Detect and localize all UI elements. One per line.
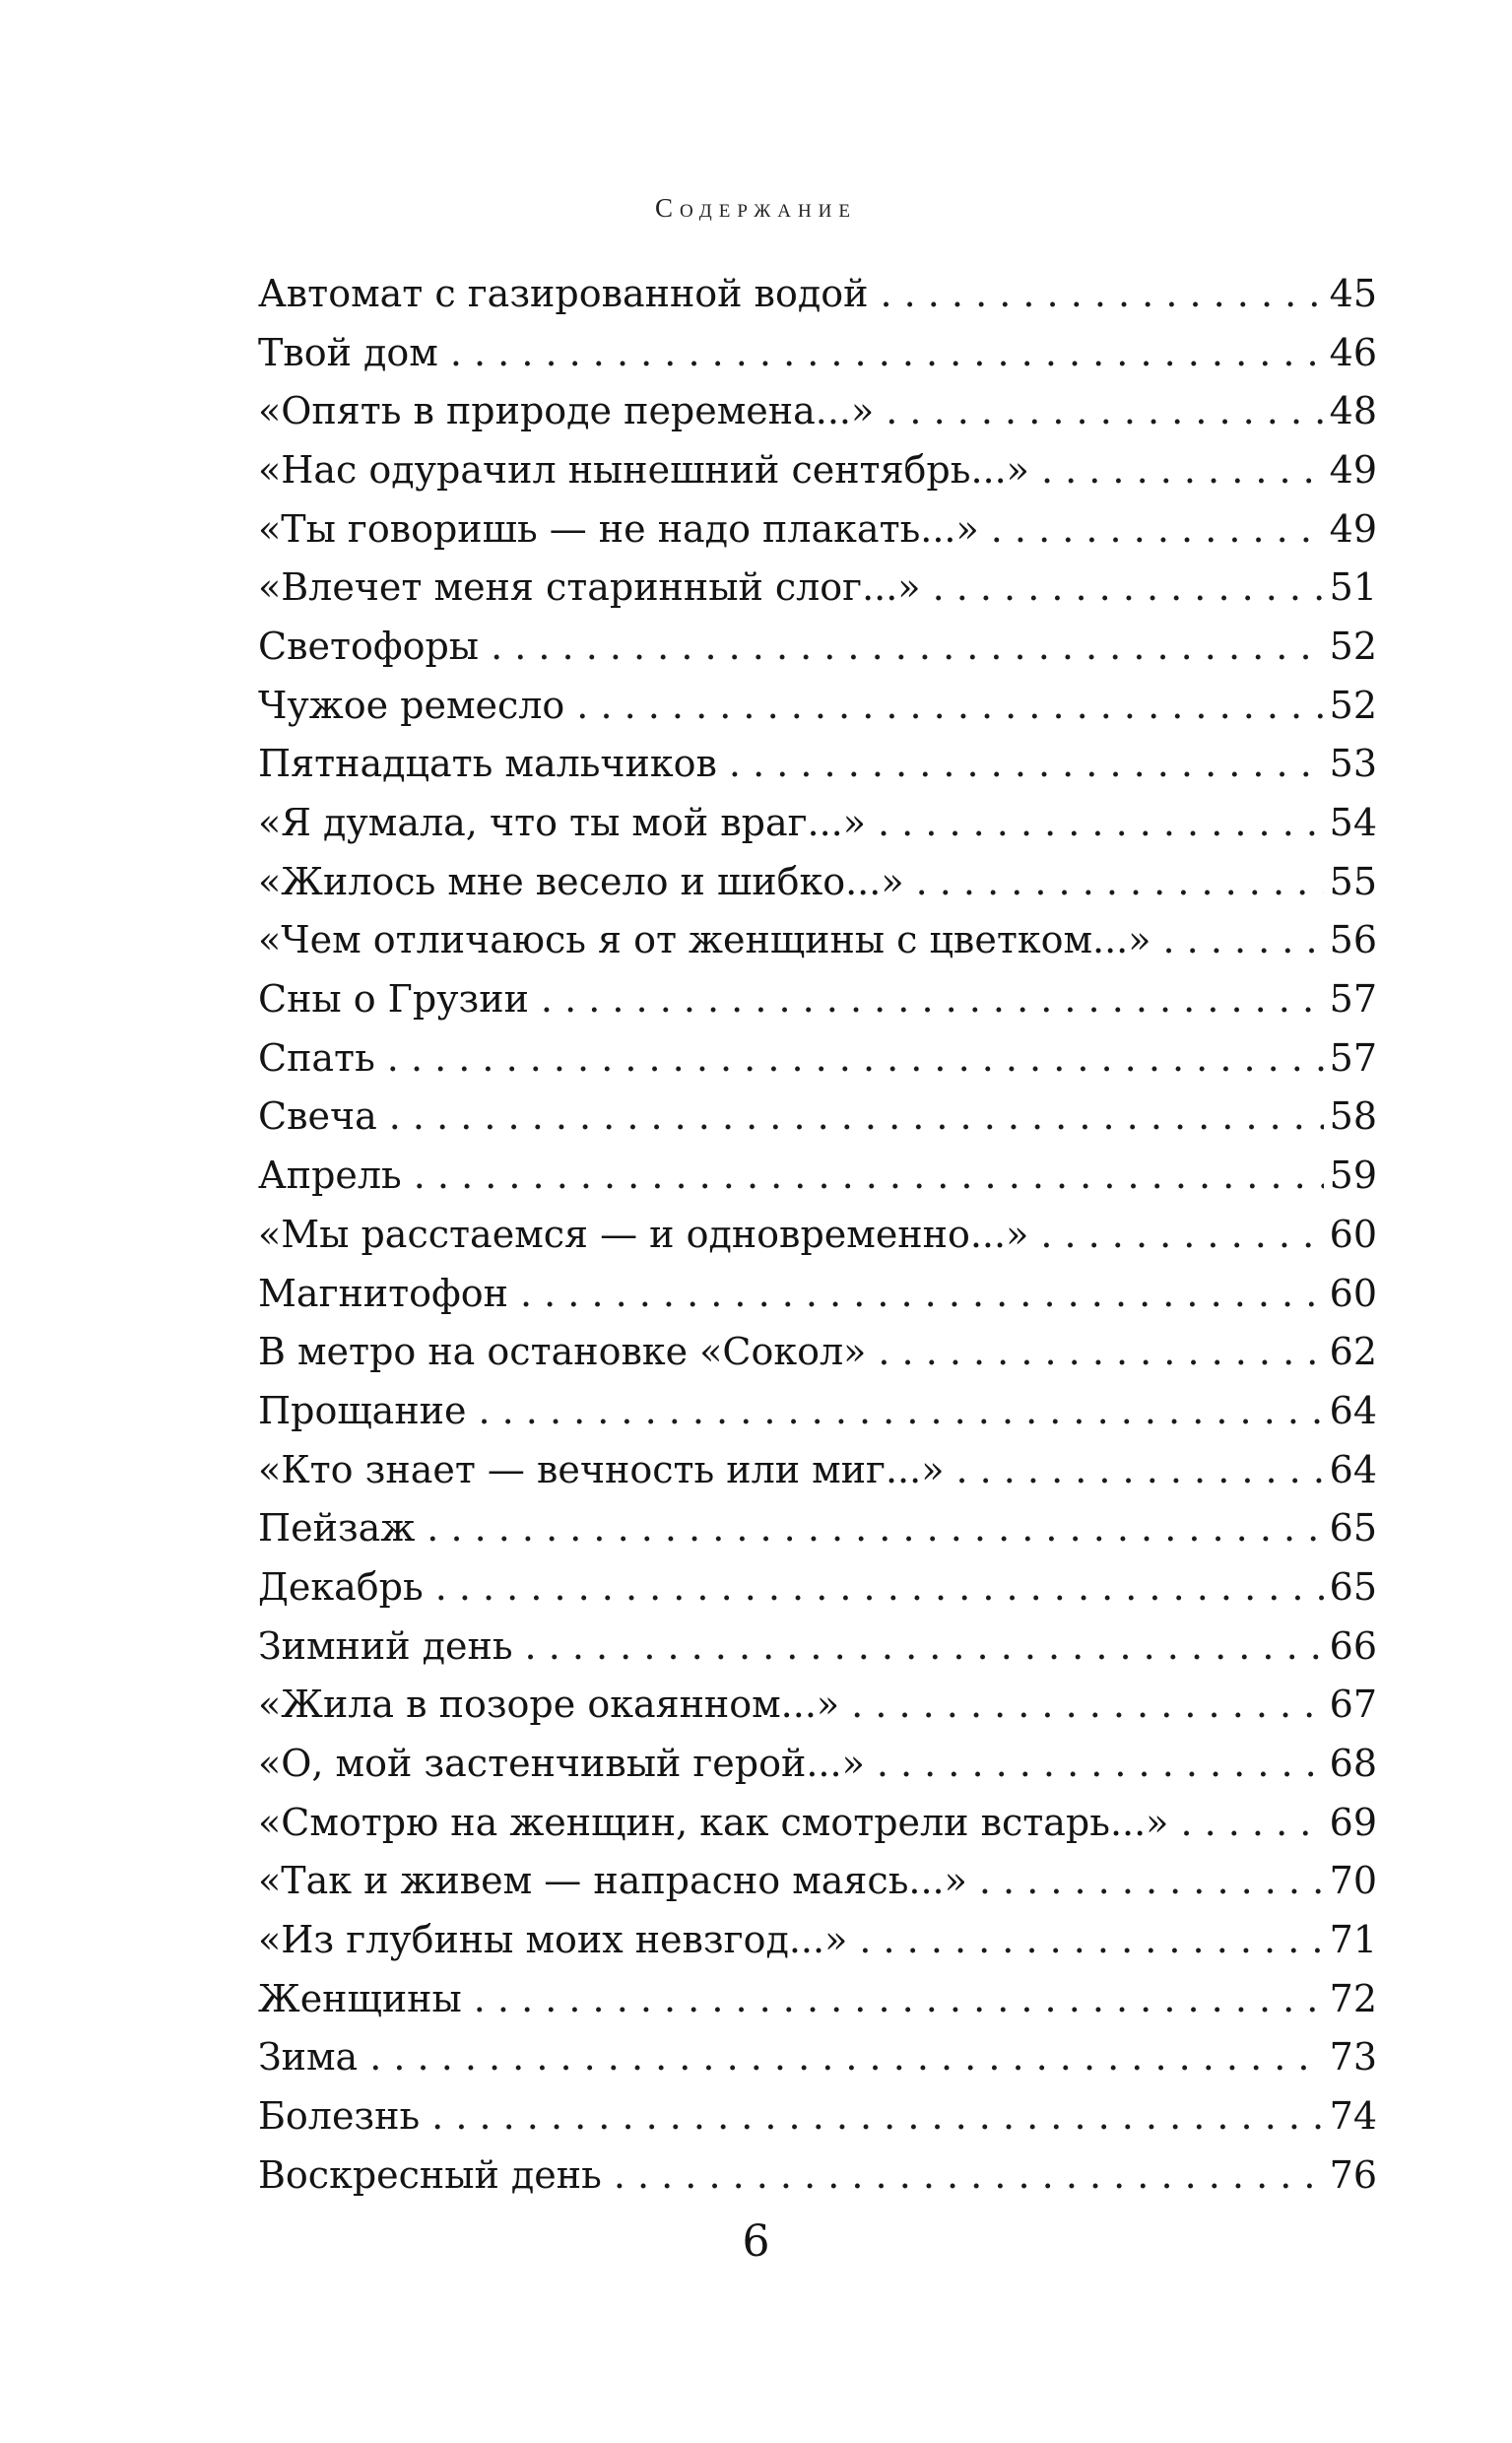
toc-entry-page: 56 [1329,918,1377,962]
toc-entry-page: 49 [1329,447,1377,492]
toc-entry-page: 60 [1329,1212,1377,1256]
toc-entry-title: В метро на остановке «Сокол» [258,1330,867,1374]
toc-entry-page: 69 [1329,1800,1377,1844]
toc-entry-page: 57 [1329,977,1377,1022]
toc-entry-page: 70 [1329,1859,1377,1903]
toc-entry-page: 59 [1329,1154,1377,1198]
dot-leader [525,1624,1324,1668]
toc-entry [258,1557,1377,1617]
toc-entry-page: 71 [1329,1918,1377,1962]
toc-entry [258,911,1377,970]
toc-entry [258,1088,1377,1147]
dot-leader [880,272,1323,315]
dot-leader [614,2153,1324,2197]
dot-leader [979,1859,1324,1902]
dot-leader [387,1036,1324,1080]
dot-leader [1163,918,1324,961]
dot-leader [1180,1801,1323,1844]
toc-entry [258,1617,1377,1676]
toc-entry-title: Сны о Грузии [258,977,529,1022]
toc-entry-title: «Нас одурачил нынешний сентябрь...» [258,447,1029,492]
toc-entry-page: 73 [1329,2035,1377,2080]
toc-entry-title: Декабрь [258,1564,424,1609]
dot-leader [389,1094,1324,1138]
toc-entry [258,440,1377,499]
toc-entry-title: Чужое ремесло [258,683,565,727]
dot-leader [576,684,1323,727]
toc-entry-title: «Мы расстаемся — и одновременно...» [258,1212,1029,1256]
toc-entry [258,1264,1377,1323]
toc-entry-title: «Жилось мне весело и шибко...» [258,859,904,903]
toc-entry [258,323,1377,382]
toc-entry-title: Зима [258,2035,359,2080]
toc-entry [258,1734,1377,1793]
toc-entry-title: «Опять в природе перемена...» [258,389,875,433]
toc-entry [258,1381,1377,1440]
toc-entry-page: 76 [1329,2152,1377,2197]
toc-entry-title: Спать [258,1035,375,1080]
table-of-contents [258,264,1377,2205]
dot-leader [877,1742,1324,1785]
toc-entry-page: 64 [1329,1447,1377,1491]
dot-leader [933,565,1324,609]
toc-entry-page: 60 [1329,1271,1377,1315]
toc-entry-title: «Жила в позоре окаянном...» [258,1683,840,1727]
toc-entry-title: Апрель [258,1154,402,1198]
toc-entry-page: 74 [1329,2094,1377,2139]
toc-entry-page: 52 [1329,624,1377,668]
toc-entry [258,1852,1377,1911]
toc-entry [258,1498,1377,1557]
toc-entry [258,852,1377,911]
toc-entry [258,1146,1377,1205]
dot-leader [450,331,1324,374]
toc-entry [258,793,1377,852]
toc-entry-title: Воскресный день [258,2152,602,2197]
toc-entry-page: 52 [1329,683,1377,727]
dot-leader [851,1683,1323,1726]
toc-entry-page: 62 [1329,1330,1377,1374]
toc-entry-title: «Смотрю на женщин, как смотрели встарь...» [258,1800,1169,1844]
toc-entry-page: 65 [1329,1564,1377,1609]
dot-leader [427,1506,1323,1550]
dot-leader [991,507,1324,551]
toc-entry [258,264,1377,323]
dot-leader [878,801,1324,844]
toc-entry-page: 46 [1329,330,1377,374]
toc-entry-title: Твой дом [258,330,438,374]
toc-entry-title: Зимний день [258,1623,513,1668]
toc-entry [258,381,1377,440]
toc-entry-title: Автомат с газированной водой [258,271,869,315]
toc-entry [258,1322,1377,1381]
toc-entry [258,1205,1377,1264]
page-number: 6 [742,2216,770,2267]
dot-leader [414,1154,1324,1197]
toc-entry [258,2028,1377,2087]
toc-entry-page: 67 [1329,1683,1377,1727]
toc-entry-title: Светофоры [258,624,480,668]
toc-entry-page: 58 [1329,1094,1377,1139]
toc-entry [258,1440,1377,1499]
toc-entry [258,735,1377,794]
dot-leader [886,389,1323,432]
toc-entry-page: 57 [1329,1035,1377,1080]
toc-entry [258,969,1377,1028]
dot-leader [955,1448,1323,1491]
dot-leader [520,1272,1324,1315]
dot-leader [431,2094,1323,2138]
toc-entry [258,617,1377,676]
toc-entry-page: 72 [1329,1976,1377,2020]
toc-entry-title: «Ты говоришь — не надо плакать...» [258,506,979,551]
dot-leader [435,1565,1324,1609]
toc-entry-title: «Кто знает — вечность или миг...» [258,1447,945,1491]
toc-entry-page: 65 [1329,1506,1377,1551]
toc-entry-page: 48 [1329,389,1377,433]
toc-entry [258,1793,1377,1852]
toc-entry-title: «Так и живем — напрасно маясь...» [258,1859,967,1903]
toc-entry-page: 45 [1329,271,1377,315]
dot-leader [541,977,1324,1021]
toc-entry [258,1028,1377,1088]
toc-entry-title: Прощание [258,1388,467,1432]
toc-entry [258,676,1377,735]
toc-entry [258,1910,1377,1969]
toc-entry-title: Болезнь [258,2094,421,2139]
toc-entry-title: Пейзаж [258,1506,416,1551]
dot-leader [491,625,1324,668]
toc-entry-title: Пятнадцать мальчиков [258,742,717,786]
dot-leader [878,1330,1323,1373]
toc-entry [258,1676,1377,1735]
toc-entry-page: 49 [1329,506,1377,551]
toc-entry [258,499,1377,559]
toc-entry-page: 68 [1329,1742,1377,1786]
toc-entry-title: «Влечет меня старинный слог...» [258,565,921,610]
toc-entry [258,2146,1377,2205]
toc-entry-page: 54 [1329,801,1377,845]
dot-leader [1040,1213,1323,1256]
dot-leader [916,860,1324,903]
dot-leader [369,2035,1323,2079]
running-header: Содержание [654,193,858,223]
toc-entry [258,1969,1377,2028]
toc-entry [258,558,1377,617]
toc-entry-title: Свеча [258,1094,377,1139]
toc-entry [258,2086,1377,2146]
dot-leader [474,1977,1324,2020]
dot-leader [478,1389,1323,1432]
toc-entry-page: 53 [1329,742,1377,786]
dot-leader [729,742,1324,785]
toc-entry-title: «О, мой застенчивый герой...» [258,1742,865,1786]
toc-entry-page: 51 [1329,565,1377,610]
toc-entry-page: 66 [1329,1623,1377,1668]
toc-entry-page: 64 [1329,1388,1377,1432]
toc-entry-title: «Из глубины моих невзгод...» [258,1918,848,1962]
toc-entry-title: Женщины [258,1976,462,2020]
toc-entry-page: 55 [1329,859,1377,903]
toc-entry-title: Магнитофон [258,1271,508,1315]
dot-leader [1041,448,1324,492]
dot-leader [859,1918,1323,1961]
toc-entry-title: «Я думала, что ты мой враг...» [258,801,866,845]
toc-entry-title: «Чем отличаюсь я от женщины с цветком...» [258,918,1151,962]
